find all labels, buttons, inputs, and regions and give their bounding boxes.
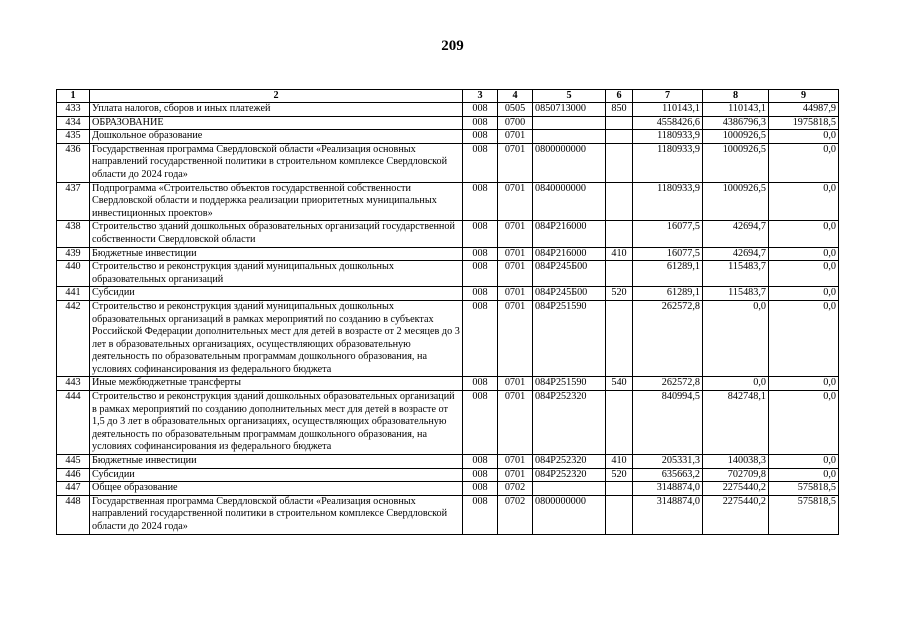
section-code-cell: 0505 (498, 103, 533, 117)
row-name-cell: Субсидии (90, 468, 463, 482)
row-name-cell: Строительство и реконструкция зданий муниципальных дошкольных образовательных организаций (90, 261, 463, 287)
section-code-cell: 0701 (498, 287, 533, 301)
row-number-cell: 438 (57, 221, 90, 247)
expense-type-cell (606, 482, 633, 496)
table-body (57, 103, 839, 535)
row-name-cell: Бюджетные инвестиции (90, 247, 463, 261)
amount-col9-cell: 44987,9 (769, 103, 839, 117)
amount-col7-cell: 1180933,9 (633, 130, 703, 144)
table-row (57, 116, 839, 130)
admin-code-cell: 008 (463, 103, 498, 117)
row-name-cell: Строительство и реконструкция зданий дошкольных образовательных организаций в рамках мероприятий по созданию дополнительных мест для детей в возрасте от 1,5 до 3 лет в образовательных организациях, осуществляющих образовательную деятельность по образовательным программам дошкольного образования, на условиях софинансирования из федерального бюджета (90, 391, 463, 455)
amount-col7-cell: 1180933,9 (633, 143, 703, 182)
row-name-cell: Строительство и реконструкция зданий муниципальных дошкольных образовательных организаций в рамках мероприятий по созданию в субъектах Российской Федерации дополнительных мест для детей в возрасте от 2 месяцев до 3 лет в образовательных организациях, осуществляющих образовательную деятельность по образовательным программам дошкольного образования, на условиях софинансирования из федерального бюджета (90, 300, 463, 377)
table-row (57, 182, 839, 221)
target-code-cell (533, 482, 606, 496)
amount-col8-cell: 42694,7 (703, 247, 769, 261)
target-code-cell: 0840000000 (533, 182, 606, 221)
section-code-cell: 0701 (498, 300, 533, 377)
expense-type-cell (606, 495, 633, 534)
row-name-cell: Государственная программа Свердловской области «Реализация основных направлений государственной политики в строительном комплексе Свердловской области до 2024 года» (90, 143, 463, 182)
header-row (57, 90, 839, 103)
amount-col8-cell: 2275440,2 (703, 482, 769, 496)
section-code-cell: 0701 (498, 143, 533, 182)
admin-code-cell: 008 (463, 116, 498, 130)
header-cell: 5 (533, 90, 606, 103)
amount-col7-cell: 635663,2 (633, 468, 703, 482)
row-number-cell: 443 (57, 377, 90, 391)
amount-col8-cell: 0,0 (703, 300, 769, 377)
row-number-cell: 446 (57, 468, 90, 482)
table-row (57, 482, 839, 496)
amount-col8-cell: 42694,7 (703, 221, 769, 247)
table-row (57, 287, 839, 301)
amount-col9-cell: 1975818,5 (769, 116, 839, 130)
admin-code-cell: 008 (463, 482, 498, 496)
table-row (57, 143, 839, 182)
table-row (57, 103, 839, 117)
table-row (57, 455, 839, 469)
amount-col8-cell: 4386796,3 (703, 116, 769, 130)
amount-col7-cell: 61289,1 (633, 287, 703, 301)
row-number-cell: 445 (57, 455, 90, 469)
amount-col7-cell: 205331,3 (633, 455, 703, 469)
admin-code-cell: 008 (463, 143, 498, 182)
section-code-cell: 0701 (498, 221, 533, 247)
row-number-cell: 439 (57, 247, 90, 261)
expense-type-cell (606, 221, 633, 247)
target-code-cell: 0800000000 (533, 143, 606, 182)
amount-col9-cell: 0,0 (769, 287, 839, 301)
header-cell: 7 (633, 90, 703, 103)
amount-col7-cell: 16077,5 (633, 221, 703, 247)
expense-type-cell: 540 (606, 377, 633, 391)
admin-code-cell: 008 (463, 391, 498, 455)
amount-col9-cell: 0,0 (769, 221, 839, 247)
amount-col9-cell: 0,0 (769, 391, 839, 455)
amount-col8-cell: 702709,8 (703, 468, 769, 482)
table-row (57, 377, 839, 391)
admin-code-cell: 008 (463, 247, 498, 261)
admin-code-cell: 008 (463, 468, 498, 482)
amount-col8-cell: 1000926,5 (703, 130, 769, 144)
section-code-cell: 0701 (498, 391, 533, 455)
row-number-cell: 433 (57, 103, 90, 117)
row-name-cell: Государственная программа Свердловской области «Реализация основных направлений государственной политики в строительном комплексе Свердловской области до 2024 года» (90, 495, 463, 534)
table-row (57, 300, 839, 377)
row-name-cell: Дошкольное образование (90, 130, 463, 144)
amount-col9-cell: 0,0 (769, 377, 839, 391)
header-cell: 6 (606, 90, 633, 103)
amount-col9-cell: 0,0 (769, 455, 839, 469)
section-code-cell: 0701 (498, 261, 533, 287)
admin-code-cell: 008 (463, 130, 498, 144)
section-code-cell: 0702 (498, 495, 533, 534)
table-row (57, 130, 839, 144)
row-name-cell: ОБРАЗОВАНИЕ (90, 116, 463, 130)
expense-type-cell: 520 (606, 287, 633, 301)
header-cell: 1 (57, 90, 90, 103)
amount-col7-cell: 16077,5 (633, 247, 703, 261)
row-number-cell: 434 (57, 116, 90, 130)
amount-col8-cell: 1000926,5 (703, 182, 769, 221)
amount-col9-cell: 0,0 (769, 468, 839, 482)
amount-col9-cell: 575818,5 (769, 495, 839, 534)
section-code-cell: 0701 (498, 455, 533, 469)
header-cell: 2 (90, 90, 463, 103)
table-row (57, 468, 839, 482)
amount-col7-cell: 4558426,6 (633, 116, 703, 130)
target-code-cell: 084P252320 (533, 468, 606, 482)
row-name-cell: Бюджетные инвестиции (90, 455, 463, 469)
page-number: 209 (441, 38, 464, 54)
table-row (57, 247, 839, 261)
row-name-cell: Подпрограмма «Строительство объектов государственной собственности Свердловской области и поддержка реализации приоритетных муниципальных инвестиционных проектов» (90, 182, 463, 221)
amount-col7-cell: 3148874,0 (633, 495, 703, 534)
target-code-cell: 084P216000 (533, 221, 606, 247)
target-code-cell: 0850713000 (533, 103, 606, 117)
amount-col9-cell: 0,0 (769, 143, 839, 182)
target-code-cell: 084P251590 (533, 300, 606, 377)
admin-code-cell: 008 (463, 287, 498, 301)
row-number-cell: 436 (57, 143, 90, 182)
expense-type-cell (606, 143, 633, 182)
section-code-cell: 0701 (498, 377, 533, 391)
amount-col9-cell: 0,0 (769, 247, 839, 261)
expense-type-cell: 520 (606, 468, 633, 482)
expense-type-cell (606, 116, 633, 130)
target-code-cell: 084P245Б00 (533, 261, 606, 287)
admin-code-cell: 008 (463, 495, 498, 534)
amount-col9-cell: 575818,5 (769, 482, 839, 496)
budget-table (56, 89, 839, 535)
amount-col9-cell: 0,0 (769, 261, 839, 287)
amount-col8-cell: 140038,3 (703, 455, 769, 469)
amount-col8-cell: 842748,1 (703, 391, 769, 455)
target-code-cell (533, 130, 606, 144)
section-code-cell: 0701 (498, 182, 533, 221)
header-cell: 4 (498, 90, 533, 103)
row-number-cell: 447 (57, 482, 90, 496)
amount-col7-cell: 1180933,9 (633, 182, 703, 221)
table-row (57, 261, 839, 287)
amount-col7-cell: 262572,8 (633, 300, 703, 377)
target-code-cell: 084P216000 (533, 247, 606, 261)
amount-col9-cell: 0,0 (769, 130, 839, 144)
admin-code-cell: 008 (463, 300, 498, 377)
expense-type-cell (606, 130, 633, 144)
target-code-cell: 0800000000 (533, 495, 606, 534)
header-cell: 3 (463, 90, 498, 103)
section-code-cell: 0701 (498, 247, 533, 261)
expense-type-cell (606, 300, 633, 377)
amount-col7-cell: 61289,1 (633, 261, 703, 287)
amount-col7-cell: 3148874,0 (633, 482, 703, 496)
row-number-cell: 442 (57, 300, 90, 377)
row-name-cell: Строительство зданий дошкольных образовательных организаций государственной собственности Свердловской области (90, 221, 463, 247)
section-code-cell: 0701 (498, 130, 533, 144)
amount-col7-cell: 110143,1 (633, 103, 703, 117)
table-row (57, 391, 839, 455)
row-name-cell: Общее образование (90, 482, 463, 496)
row-number-cell: 440 (57, 261, 90, 287)
target-code-cell (533, 116, 606, 130)
amount-col8-cell: 115483,7 (703, 287, 769, 301)
expense-type-cell: 410 (606, 247, 633, 261)
target-code-cell: 084P251590 (533, 377, 606, 391)
section-code-cell: 0702 (498, 482, 533, 496)
amount-col8-cell: 1000926,5 (703, 143, 769, 182)
expense-type-cell (606, 182, 633, 221)
row-number-cell: 441 (57, 287, 90, 301)
row-number-cell: 437 (57, 182, 90, 221)
row-name-cell: Субсидии (90, 287, 463, 301)
expense-type-cell (606, 261, 633, 287)
table-row (57, 495, 839, 534)
table-row (57, 221, 839, 247)
amount-col8-cell: 2275440,2 (703, 495, 769, 534)
target-code-cell: 084P252320 (533, 455, 606, 469)
admin-code-cell: 008 (463, 261, 498, 287)
expense-type-cell (606, 391, 633, 455)
expense-type-cell: 850 (606, 103, 633, 117)
section-code-cell: 0700 (498, 116, 533, 130)
row-number-cell: 448 (57, 495, 90, 534)
section-code-cell: 0701 (498, 468, 533, 482)
amount-col9-cell: 0,0 (769, 182, 839, 221)
admin-code-cell: 008 (463, 182, 498, 221)
expense-type-cell: 410 (606, 455, 633, 469)
header-cell: 9 (769, 90, 839, 103)
amount-col7-cell: 840994,5 (633, 391, 703, 455)
amount-col8-cell: 115483,7 (703, 261, 769, 287)
row-name-cell: Уплата налогов, сборов и иных платежей (90, 103, 463, 117)
row-name-cell: Иные межбюджетные трансферты (90, 377, 463, 391)
admin-code-cell: 008 (463, 455, 498, 469)
amount-col8-cell: 0,0 (703, 377, 769, 391)
admin-code-cell: 008 (463, 221, 498, 247)
target-code-cell: 084P252320 (533, 391, 606, 455)
header-cell: 8 (703, 90, 769, 103)
row-number-cell: 435 (57, 130, 90, 144)
amount-col7-cell: 262572,8 (633, 377, 703, 391)
row-number-cell: 444 (57, 391, 90, 455)
amount-col8-cell: 110143,1 (703, 103, 769, 117)
amount-col9-cell: 0,0 (769, 300, 839, 377)
target-code-cell: 084P245Б00 (533, 287, 606, 301)
admin-code-cell: 008 (463, 377, 498, 391)
